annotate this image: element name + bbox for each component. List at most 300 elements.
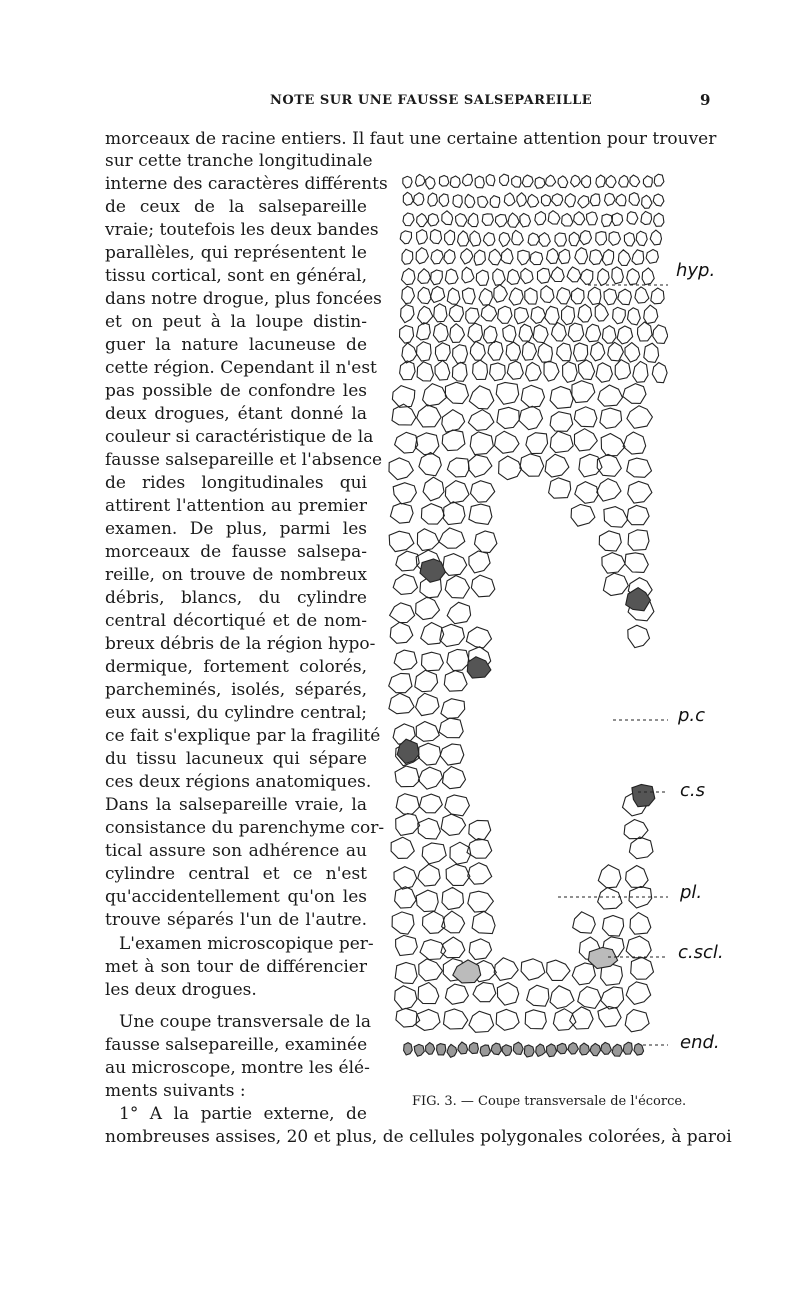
- parenchyma-cell: [469, 455, 492, 477]
- parenchyma-cell: [570, 1007, 593, 1029]
- text-line: fausse salsepareille et l'absence: [105, 450, 383, 470]
- text-line: cylindre central et ce n'est: [105, 864, 367, 884]
- hypodermal-cell: [653, 194, 664, 206]
- hypodermal-cell: [587, 212, 598, 225]
- parenchyma-cell: [628, 625, 650, 647]
- endodermis-cell: [513, 1042, 523, 1054]
- parenchyma-cell: [439, 528, 465, 548]
- hypodermal-cell: [619, 175, 629, 187]
- hypodermal-cell: [452, 362, 467, 381]
- text-line: morceaux de fausse salsepa-: [105, 542, 367, 562]
- endodermis-cell: [547, 1044, 557, 1057]
- parenchyma-cell: [446, 864, 470, 885]
- hypodermal-cell: [476, 270, 488, 285]
- endodermis-cell: [612, 1044, 622, 1056]
- parenchyma-cell: [389, 531, 414, 551]
- parenchyma-cell: [415, 670, 438, 692]
- parenchyma-cell: [598, 1007, 621, 1027]
- hypodermal-cell: [644, 305, 658, 324]
- hypodermal-cell: [483, 233, 495, 246]
- hypodermal-cell: [580, 269, 592, 284]
- hypodermal-cell: [590, 194, 600, 206]
- hypodermal-cell: [400, 326, 414, 344]
- hypodermal-cell: [628, 308, 641, 325]
- hypodermal-cell: [498, 306, 512, 323]
- hypodermal-cell: [528, 233, 539, 245]
- hypodermal-cell: [495, 215, 507, 227]
- parenchyma-cell: [547, 960, 570, 980]
- hypodermal-cell: [605, 193, 616, 205]
- parenchyma-cell: [520, 454, 544, 476]
- parenchyma-cell: [578, 987, 602, 1009]
- parenchyma-cell: [495, 431, 520, 453]
- hypodermal-cell: [418, 269, 431, 284]
- hypodermal-cell: [500, 174, 509, 185]
- parenchyma-cell: [390, 622, 413, 643]
- text-line: ces deux régions anatomiques.: [105, 772, 372, 792]
- hypodermal-cell: [445, 269, 458, 284]
- hypodermal-cell: [466, 308, 480, 323]
- parenchyma-cell: [440, 744, 464, 765]
- parenchyma-cell: [416, 722, 439, 742]
- hypodermal-cell: [636, 231, 647, 245]
- hypodermal-cell: [567, 267, 581, 282]
- text-line: couleur si caractéristique de la: [105, 427, 374, 447]
- hypodermal-cell: [403, 176, 412, 188]
- hypodermal-cell: [400, 361, 416, 380]
- text-line: dermique, fortement colorés,: [105, 657, 367, 677]
- text-line: guer la nature lacuneuse de: [105, 335, 367, 355]
- parenchyma-cell: [416, 693, 439, 715]
- figure-caption: FIG. 3. — Coupe transversale de l'écorce.: [412, 1094, 687, 1109]
- parenchyma-cell: [423, 384, 447, 406]
- parenchyma-cell: [624, 820, 648, 839]
- parenchyma-cell: [471, 481, 495, 503]
- parenchyma-cell: [496, 383, 519, 405]
- parenchyma-cell: [417, 529, 439, 551]
- hypodermal-cell: [615, 360, 630, 380]
- parenchyma-cell: [416, 597, 440, 620]
- parenchyma-cell: [550, 412, 573, 432]
- hypodermal-cell: [578, 360, 594, 380]
- parenchyma-cell: [575, 482, 598, 504]
- hypodermal-cell: [435, 343, 450, 361]
- hypodermal-cell: [439, 194, 449, 207]
- parenchyma-cell: [631, 957, 654, 979]
- parenchyma-cell: [442, 887, 464, 909]
- parenchyma-cell: [627, 406, 653, 429]
- hypodermal-cell: [558, 176, 568, 188]
- hypodermal-cell: [641, 211, 652, 224]
- running-head: NOTE SUR UNE FAUSSE SALSEPAREILLE: [270, 93, 593, 108]
- text-line: qu'accidentellement qu'on les: [105, 887, 367, 907]
- parenchyma-cell: [469, 504, 492, 524]
- text-line: tissu cortical, sont en général,: [105, 266, 367, 286]
- hypodermal-cell: [591, 342, 605, 361]
- hypodermal-cell: [574, 212, 585, 225]
- hypodermal-cell: [434, 304, 447, 322]
- hypodermal-cell: [575, 248, 588, 264]
- hypodermal-cell: [474, 250, 485, 265]
- hypodermal-cell: [482, 214, 493, 226]
- hypodermal-cell: [449, 305, 463, 322]
- hypodermal-cell: [402, 343, 417, 363]
- text-line: pas possible de confondre les: [105, 381, 367, 401]
- hypodermal-cell: [559, 249, 570, 264]
- text-line: débris, blancs, du cylindre: [105, 588, 367, 608]
- parenchyma-cell: [629, 837, 653, 859]
- text-line: de ceux de la salsepareille: [105, 197, 367, 217]
- parenchyma-cell: [441, 937, 465, 958]
- text-line: du tissu lacuneux qui sépare: [105, 749, 367, 769]
- hypodermal-cell: [475, 176, 484, 188]
- text-line: fausse salsepareille, examinée: [105, 1035, 368, 1055]
- hypodermal-cell: [473, 360, 488, 380]
- hypodermal-cell: [445, 230, 455, 245]
- text-line: au microscope, montre les élé-: [105, 1058, 370, 1078]
- hypodermal-cell: [630, 175, 640, 187]
- hypodermal-cell: [461, 249, 473, 265]
- parenchyma-cell: [626, 936, 651, 958]
- hypodermal-cell: [571, 175, 581, 187]
- text-line: examen. De plus, parmi les: [105, 519, 367, 539]
- parenchyma-cell: [574, 407, 597, 427]
- parenchyma-cell: [443, 554, 467, 576]
- hypodermal-cell: [651, 288, 664, 304]
- hypodermal-cell: [481, 305, 497, 321]
- hypodermal-cell: [547, 249, 559, 264]
- parenchyma-cell: [441, 814, 466, 835]
- hypodermal-cell: [580, 231, 592, 245]
- hypodermal-cell: [625, 343, 640, 363]
- hypodermal-cell: [428, 193, 438, 206]
- hypodermal-cell: [562, 214, 573, 227]
- hypodermal-cell: [489, 249, 502, 265]
- parenchyma-cell: [445, 576, 469, 599]
- parenchyma-cell: [470, 432, 493, 455]
- endodermis-cell: [634, 1044, 644, 1056]
- parenchyma-cell: [422, 843, 446, 864]
- hypodermal-cell: [654, 213, 664, 226]
- hypodermal-cell: [418, 306, 433, 324]
- hypodermal-cell: [545, 306, 559, 324]
- parenchyma-cell: [626, 866, 649, 888]
- endodermis-cell: [458, 1042, 468, 1054]
- parenchyma-cell: [394, 867, 417, 890]
- endodermis-cell: [557, 1043, 567, 1053]
- endodermis-cell: [590, 1043, 600, 1055]
- parenchyma-cell: [389, 458, 413, 480]
- parenchyma-cell: [579, 454, 602, 477]
- parenchyma-cell: [393, 574, 417, 594]
- parenchyma-cell: [527, 985, 549, 1006]
- hypodermal-cell: [520, 213, 531, 227]
- hypodermal-cell: [627, 212, 638, 225]
- hypodermal-cell: [501, 248, 513, 263]
- hypodermal-cell: [518, 250, 530, 265]
- parenchyma-cell: [550, 387, 573, 409]
- endodermis-cell: [623, 1042, 632, 1054]
- parenchyma-cell: [423, 477, 444, 501]
- hypodermal-cell: [586, 324, 601, 342]
- parenchyma-cell: [598, 385, 623, 406]
- text-line: tical assure son adhérence au: [105, 841, 367, 861]
- parenchyma-cell: [396, 794, 419, 814]
- endodermis-cell: [502, 1045, 511, 1056]
- secretory-cell: [420, 559, 445, 582]
- hypodermal-cell: [447, 288, 460, 304]
- hypodermal-cell: [430, 286, 444, 302]
- parenchyma-cell: [418, 767, 442, 789]
- hypodermal-cell: [644, 343, 659, 362]
- cell-section-drawing: [388, 160, 668, 1090]
- text-line: ments suivants :: [105, 1081, 246, 1101]
- parenchyma-cell: [418, 818, 441, 839]
- text-line: trouve séparés l'un de l'autre.: [105, 910, 367, 930]
- hypodermal-cell: [426, 177, 436, 190]
- hypodermal-cell: [618, 250, 630, 266]
- parenchyma-cell: [571, 504, 595, 526]
- label-cscl: c.scl.: [678, 942, 724, 963]
- hypodermal-cell: [555, 233, 567, 246]
- endodermis-cell: [447, 1044, 457, 1057]
- parenchyma-cell: [627, 458, 652, 477]
- secretory-cell: [626, 588, 651, 611]
- hypodermal-cell: [642, 195, 652, 208]
- hypodermal-cell: [612, 213, 622, 226]
- parenchyma-cell: [416, 890, 438, 912]
- hypodermal-cell: [535, 177, 545, 188]
- hypodermal-cell: [416, 248, 428, 264]
- hypodermal-cell: [557, 343, 572, 361]
- parenchyma-cell: [418, 864, 440, 886]
- hypodermal-cell: [602, 214, 612, 227]
- hypodermal-cell: [528, 194, 539, 207]
- hypodermal-cell: [578, 196, 589, 208]
- hypodermal-cell: [541, 286, 554, 303]
- text-line: eux aussi, du cylindre central;: [105, 703, 367, 723]
- hypodermal-cell: [643, 176, 652, 187]
- hypodermal-cell: [439, 176, 449, 187]
- parenchyma-cell: [390, 503, 413, 523]
- parenchyma-cell: [391, 837, 414, 858]
- text-line: nombreuses assises, 20 et plus, de cellules polygonales colorées, à paroi: [105, 1127, 732, 1147]
- parenchyma-cell: [445, 984, 468, 1004]
- parenchyma-cell: [395, 986, 417, 1010]
- parenchyma-cell: [469, 551, 490, 573]
- text-line: sur cette tranche longitudinale: [105, 151, 373, 171]
- text-line: L'examen microscopique per-: [119, 934, 374, 954]
- hypodermal-cell: [450, 324, 465, 343]
- hypodermal-cell: [453, 345, 468, 364]
- parenchyma-cell: [469, 820, 491, 840]
- parenchyma-cell: [497, 983, 518, 1006]
- text-line: met à son tour de différencier: [105, 957, 367, 977]
- parenchyma-cell: [442, 911, 465, 933]
- parenchyma-cell: [494, 958, 518, 981]
- parenchyma-cell: [447, 602, 470, 623]
- hypodermal-cell: [588, 287, 601, 304]
- endodermis-cell: [469, 1043, 479, 1054]
- parenchyma-cell: [390, 603, 415, 623]
- hypodermal-cell: [508, 213, 519, 227]
- parenchyma-cell: [418, 983, 439, 1004]
- hypodermal-cell: [402, 249, 413, 264]
- hypodermal-cell: [519, 324, 533, 341]
- text-line: dans notre drogue, plus foncées: [105, 289, 382, 309]
- hypodermal-cell: [571, 288, 584, 304]
- parenchyma-cell: [623, 432, 646, 454]
- parenchyma-cell: [598, 888, 622, 910]
- parenchyma-cell: [419, 794, 442, 813]
- hypodermal-cell: [490, 196, 500, 208]
- hypodermal-cell: [403, 213, 414, 226]
- hypodermal-cell: [569, 232, 579, 246]
- hypodermal-cell: [525, 288, 538, 304]
- hypodermal-cell: [417, 362, 433, 381]
- hypodermal-cell: [430, 230, 441, 244]
- endodermis-cell: [404, 1043, 413, 1055]
- hypodermal-cell: [506, 342, 520, 360]
- hypodermal-cell: [544, 361, 559, 381]
- endodermis-cell: [491, 1043, 501, 1055]
- endodermis-cell: [426, 1043, 435, 1055]
- hypodermal-cell: [650, 230, 661, 245]
- hypodermal-cell: [629, 193, 639, 206]
- hypodermal-cell: [653, 325, 668, 344]
- parenchyma-cell: [442, 430, 465, 451]
- hypodermal-cell: [652, 363, 667, 383]
- text-line: ce fait s'explique par la fragilité: [105, 726, 381, 746]
- label-cs: c.s: [680, 780, 705, 801]
- parenchyma-cell: [396, 935, 418, 955]
- endodermis-cell: [524, 1045, 534, 1057]
- hypodermal-cell: [618, 289, 632, 305]
- text-line: consistance du parenchyme cor-: [105, 818, 385, 838]
- hypodermal-cell: [530, 252, 543, 265]
- parenchyma-cell: [496, 1009, 519, 1030]
- hypodermal-cell: [470, 231, 481, 246]
- endodermis-cell: [580, 1043, 590, 1055]
- hypodermal-cell: [522, 175, 533, 187]
- hypodermal-cell: [521, 268, 533, 283]
- hypodermal-cell: [608, 342, 624, 361]
- hypodermal-cell: [499, 233, 510, 247]
- hypodermal-cell: [624, 233, 634, 246]
- parenchyma-cell: [603, 916, 624, 937]
- hypodermal-cell: [488, 341, 503, 360]
- secretory-cell: [632, 785, 655, 807]
- parenchyma-cell: [468, 410, 494, 431]
- parenchyma-cell: [572, 963, 595, 985]
- endodermis-cell: [414, 1044, 424, 1056]
- hypodermal-cell: [632, 250, 644, 265]
- parenchyma-cell: [600, 408, 622, 428]
- parenchyma-cell: [473, 983, 496, 1002]
- parenchyma-cell: [604, 507, 628, 528]
- text-line: parallèles, qui représentent le: [105, 243, 367, 263]
- text-line: attirent l'attention au premier: [105, 496, 367, 516]
- hypodermal-cell: [428, 214, 439, 226]
- parenchyma-cell: [550, 986, 574, 1009]
- page-number: 9: [700, 91, 711, 109]
- hypodermal-cell: [522, 342, 536, 361]
- hypodermal-cell: [578, 304, 592, 322]
- parenchyma-cell: [419, 453, 441, 476]
- hypodermal-cell: [468, 323, 483, 342]
- parenchyma-cell: [443, 767, 466, 789]
- hypodermal-cell: [444, 250, 455, 264]
- parenchyma-cell: [597, 479, 621, 502]
- parenchyma-cell: [499, 456, 522, 480]
- parenchyma-cell: [396, 551, 419, 571]
- hypodermal-cell: [617, 326, 632, 344]
- hypodermal-cell: [512, 230, 524, 245]
- text-line: Une coupe transversale de la: [119, 1012, 372, 1032]
- parenchyma-cell: [423, 911, 446, 933]
- text-line: de rides longitudinales qui: [105, 473, 367, 493]
- hypodermal-cell: [548, 211, 560, 224]
- text-line: reille, on trouve de nombreux: [105, 565, 367, 585]
- hypodermal-cell: [563, 362, 578, 383]
- hypodermal-cell: [627, 269, 640, 285]
- parenchyma-cell: [445, 382, 468, 403]
- hypodermal-cell: [507, 361, 523, 379]
- hypodermal-cell: [542, 195, 551, 206]
- parenchyma-cell: [549, 478, 571, 498]
- hypodermal-cell: [598, 269, 610, 286]
- hypodermal-cell: [638, 322, 653, 341]
- parenchyma-cell: [601, 987, 624, 1009]
- hypodermal-cell: [538, 343, 553, 362]
- hypodermal-cell: [562, 306, 575, 325]
- parenchyma-cell: [439, 718, 463, 738]
- parenchyma-cell: [625, 1010, 649, 1032]
- parenchyma-cell: [553, 1009, 576, 1031]
- hypodermal-cell: [595, 304, 608, 322]
- parenchyma-cell: [447, 458, 469, 477]
- parenchyma-cell: [625, 553, 648, 573]
- hypodermal-cell: [616, 194, 626, 206]
- text-line: deux drogues, étant donné la: [105, 404, 367, 424]
- parenchyma-cell: [628, 530, 649, 551]
- hypodermal-cell: [565, 194, 575, 207]
- hypodermal-cell: [635, 287, 649, 303]
- hypodermal-cell: [582, 176, 591, 188]
- hypodermal-cell: [512, 176, 521, 187]
- hypodermal-cell: [604, 289, 617, 305]
- parenchyma-cell: [519, 406, 543, 430]
- hypodermal-cell: [453, 195, 462, 208]
- parenchyma-cell: [550, 431, 573, 452]
- hypodermal-cell: [418, 287, 431, 303]
- text-line: interne des caractères différents: [105, 174, 388, 194]
- parenchyma-cell: [396, 814, 420, 836]
- parenchyma-cell: [392, 912, 414, 934]
- parenchyma-cell: [628, 481, 652, 503]
- hypodermal-cell: [612, 267, 624, 284]
- text-line: morceaux de racine entiers. Il faut une certaine attention pour trouver: [105, 129, 717, 149]
- hypodermal-cell: [479, 288, 492, 305]
- parenchyma-cell: [445, 795, 470, 816]
- hypodermal-cell: [557, 288, 571, 304]
- text-line: Dans la salsepareille vraie, la: [105, 795, 367, 815]
- hypodermal-cell: [403, 192, 413, 205]
- parenchyma-cell: [521, 959, 545, 980]
- hypodermal-cell: [596, 175, 605, 187]
- endodermis-cell: [601, 1042, 612, 1054]
- parenchyma-cell: [395, 432, 418, 453]
